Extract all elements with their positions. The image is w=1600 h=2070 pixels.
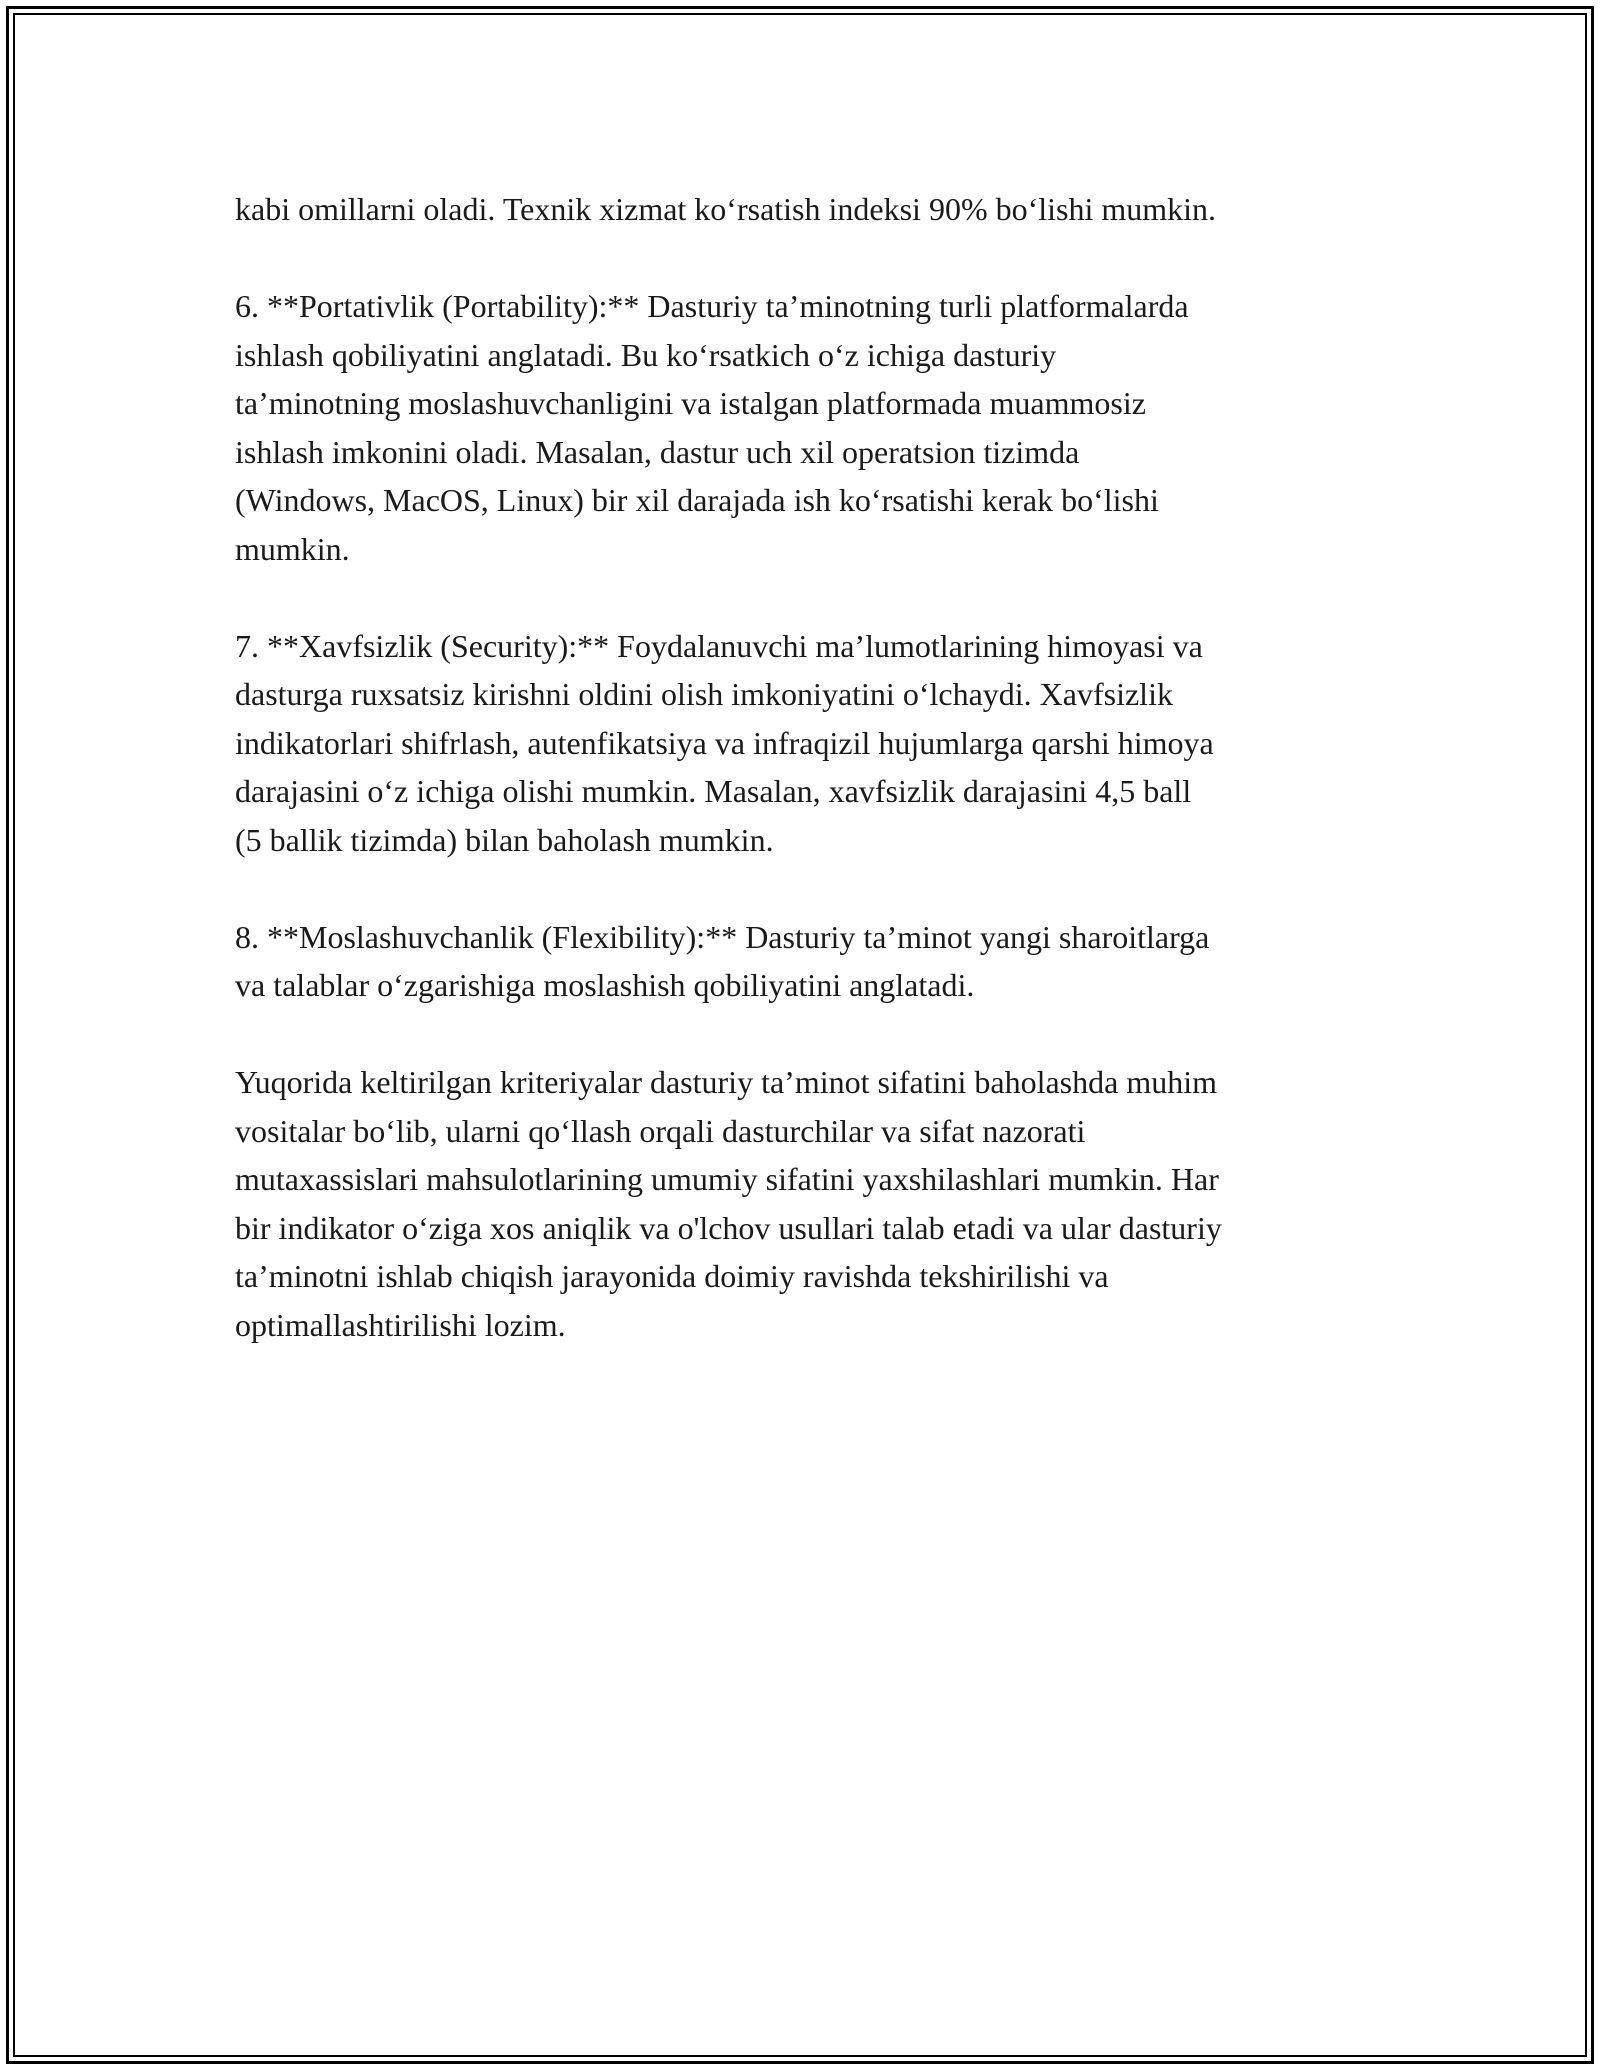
paragraph-continuation: kabi omillarni oladi. Texnik xizmat ko‘rsatish indeksi 90% bo‘lishi mumkin. <box>235 191 1217 227</box>
paragraph-conclusion: Yuqorida keltirilgan kriteriyalar dasturiy ta’minot sifatini baholashda muhim vositalar bo‘lib, ularni qo‘llash orqali dasturchilar va sifat nazorati mutaxassislari mahsulotlarining umumiy sifatini yaxshilashlari mumkin. Har bir indikator o‘ziga xos aniqlik va o'lchov usullari talab etadi va ular dasturiy ta’minotni ishlab chiqish jarayonida doimiy ravishda tekshirilishi va optimallashtirilishi lozim. <box>235 1064 1222 1343</box>
paragraph-flexibility: 8. **Moslashuvchanlik (Flexibility):** Dasturiy ta’minot yangi sharoitlarga va talablar o‘zgarishiga moslashish qobiliyatini anglatadi. <box>235 918 1210 1003</box>
paragraph-portability: 6. **Portativlik (Portability):** Dasturiy ta’minotning turli platformalarda ishlash qobiliyatini anglatadi. Bu ko‘rsatkich o‘z ichiga dasturiy ta’minotning moslashuvchanligini va istalgan platformada muammosiz ishlash imkonini oladi. Masalan, dastur uch xil operatsion tizimda (Windows, MacOS, Linux) bir xil darajada ish ko‘rsatishi kerak bo‘lishi mumkin. <box>235 288 1189 567</box>
document-body <box>235 185 1385 1398</box>
paragraph-security: 7. **Xavfsizlik (Security):** Foydalanuvchi ma’lumotlarining himoyasi va dasturga ruxsatsiz kirishni oldini olish imkoniyatini o‘lchaydi. Xavfsizlik indikatorlari shifrlash, autenfikatsiya va infraqizil hujumlarga qarshi himoya darajasini o‘z ichiga olishi mumkin. Masalan, xavfsizlik darajasini 4,5 ball (5 ballik tizimda) bilan baholash mumkin. <box>235 627 1214 858</box>
